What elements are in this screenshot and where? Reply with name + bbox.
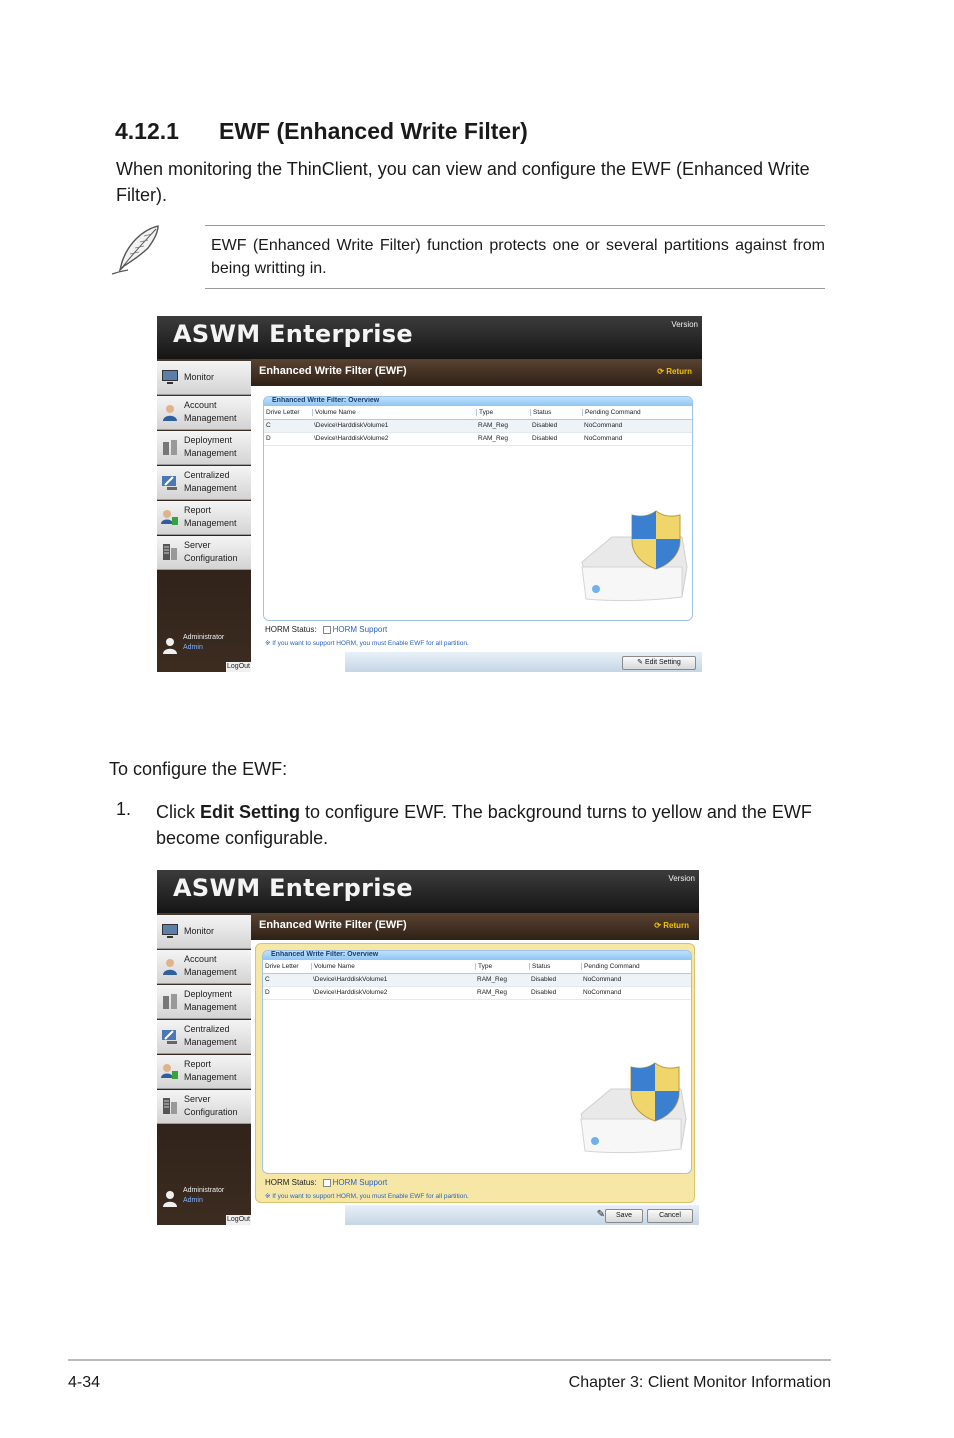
edit-setting-button[interactable]: ✎ Edit Setting — [622, 656, 696, 670]
step-text: Click Edit Setting to configure EWF. The background turns to yellow and the EWF become configurable. — [156, 802, 812, 848]
nav-monitor[interactable] — [157, 915, 251, 949]
nav-label: Deployment Management — [184, 989, 237, 1012]
col-volume-name: Volume Name — [311, 963, 355, 970]
col-type: Type — [475, 963, 492, 970]
nav-label: Monitor — [184, 372, 215, 382]
section-bar — [251, 359, 702, 386]
col-drive-letter: Drive Letter — [265, 963, 299, 970]
button-bar — [345, 652, 702, 672]
section-title: Enhanced Write Filter (EWF) — [259, 919, 407, 931]
nav-label: Server Configuration — [184, 540, 238, 563]
nav-label: Account Management — [184, 954, 237, 977]
section-title: EWF (Enhanced Write Filter) — [219, 118, 528, 144]
cancel-button[interactable]: Cancel — [647, 1209, 693, 1223]
user-role: Administrator — [183, 634, 225, 641]
monitor-icon — [161, 368, 179, 386]
user-role: Administrator — [183, 1187, 225, 1194]
nav-label: Server Configuration — [184, 1094, 238, 1117]
ewf-overview-panel — [262, 950, 692, 1174]
note-text: EWF (Enhanced Write Filter) function protects one or several partitions against from being writting in. — [211, 237, 825, 277]
note-top-rule — [205, 225, 825, 226]
note-bottom-rule — [205, 288, 825, 289]
nav-account-management[interactable] — [157, 950, 251, 984]
footer-rule — [68, 1359, 831, 1361]
centralized-icon — [161, 473, 179, 491]
refresh-icon: ⟳ — [657, 367, 664, 376]
report-icon — [161, 1062, 179, 1080]
sidebar — [157, 359, 251, 672]
chapter-title: Chapter 3: Client Monitor Information — [568, 1374, 831, 1391]
button-bar — [345, 1205, 699, 1225]
horm-support-checkbox[interactable] — [323, 626, 331, 634]
nav-deployment-management[interactable] — [157, 985, 251, 1019]
panel-title: Enhanced Write Filter: Overview — [271, 951, 379, 958]
ewf-screenshot-view-mode — [157, 316, 702, 672]
content-area — [251, 940, 699, 1225]
step-emphasis: Edit Setting — [200, 802, 300, 822]
col-volume-name: Volume Name — [312, 409, 356, 416]
table-row[interactable]: D \Device\HarddiskVolume2 RAM_Reg Disabled NoCommand — [263, 987, 691, 1000]
ewf-overview-panel — [263, 396, 693, 621]
nav-report-management[interactable] — [157, 1055, 251, 1089]
version-link[interactable]: Version — [671, 320, 698, 329]
edit-icon: ✎ — [596, 1209, 605, 1220]
nav-label: Account Management — [184, 400, 237, 423]
col-status: Status — [530, 409, 551, 416]
nav-label: Centralized Management — [184, 470, 237, 493]
app-titlebar — [157, 316, 702, 359]
admin-user — [159, 1183, 249, 1213]
server-icon — [161, 1097, 179, 1115]
horm-status: HORM Status: HORM Support — [265, 625, 388, 634]
nav-centralized-management[interactable] — [157, 466, 251, 500]
app-brand: ASWM Enterprise — [173, 874, 413, 902]
procedure-lead: To configure the EWF: — [109, 759, 288, 779]
user-icon — [161, 957, 179, 975]
page-number: 4-34 — [68, 1374, 101, 1391]
table-header — [264, 407, 692, 420]
horm-hint: ※ If you want to support HORM, you must Enable EWF for all partition. — [265, 1193, 469, 1200]
return-link[interactable]: ⟳ Return — [654, 921, 689, 930]
section-number: 4.12.1 — [115, 118, 179, 144]
horm-support-checkbox[interactable] — [323, 1179, 331, 1187]
intro-paragraph: When monitoring the ThinClient, you can view and configure the EWF (Enhanced Write Filter). — [116, 159, 810, 205]
section-bar — [251, 913, 699, 940]
admin-avatar-icon — [161, 1189, 179, 1207]
monitor-icon — [161, 922, 179, 940]
edit-icon: ✎ — [637, 659, 644, 666]
table-row[interactable]: C \Device\HarddiskVolume1 RAM_Reg Disabled NoCommand — [264, 420, 692, 433]
refresh-icon: ⟳ — [654, 921, 661, 930]
server-icon — [161, 543, 179, 561]
step-number: 1. — [116, 799, 132, 819]
app-titlebar — [157, 870, 699, 913]
deployment-icon — [161, 992, 179, 1010]
nav-label: Monitor — [184, 926, 215, 936]
user-icon — [161, 403, 179, 421]
col-type: Type — [476, 409, 493, 416]
centralized-icon — [161, 1027, 179, 1045]
table-row[interactable]: D \Device\HarddiskVolume2 RAM_Reg Disabled NoCommand — [264, 433, 692, 446]
horm-hint: ※ If you want to support HORM, you must Enable EWF for all partition. — [265, 640, 469, 647]
save-button[interactable]: Save — [605, 1209, 643, 1223]
nav-label: Centralized Management — [184, 1024, 237, 1047]
col-pending-command: Pending Command — [581, 963, 640, 970]
nav-report-management[interactable] — [157, 501, 251, 535]
section-title: Enhanced Write Filter (EWF) — [259, 365, 407, 377]
table-header — [263, 961, 691, 974]
nav-label: Report Management — [184, 1059, 237, 1082]
sidebar — [157, 913, 251, 1225]
admin-avatar-icon — [161, 636, 179, 654]
protected-drive-shield-icon — [571, 1059, 691, 1169]
version-link[interactable]: Version — [668, 874, 695, 883]
horm-status: HORM Status: HORM Support — [265, 1178, 388, 1187]
col-drive-letter: Drive Letter — [266, 409, 300, 416]
ewf-screenshot-edit-mode — [157, 870, 699, 1225]
protected-drive-shield-icon — [572, 507, 692, 617]
nav-centralized-management[interactable] — [157, 1020, 251, 1054]
logout-button[interactable]: LogOut — [227, 1216, 250, 1223]
return-link[interactable]: ⟳ Return — [657, 367, 692, 376]
deployment-icon — [161, 438, 179, 456]
col-status: Status — [529, 963, 550, 970]
app-brand: ASWM Enterprise — [173, 320, 413, 348]
table-row[interactable]: C \Device\HarddiskVolume1 RAM_Reg Disabled NoCommand — [263, 974, 691, 987]
logout-button[interactable]: LogOut — [227, 663, 250, 670]
report-icon — [161, 508, 179, 526]
user-name[interactable]: Admin — [183, 644, 203, 651]
col-pending-command: Pending Command — [582, 409, 641, 416]
nav-monitor[interactable] — [157, 361, 251, 395]
feather-quill-icon — [108, 222, 164, 278]
section-heading — [115, 118, 528, 145]
nav-server-configuration[interactable] — [157, 536, 251, 570]
panel-header — [263, 951, 691, 960]
nav-deployment-management[interactable] — [157, 431, 251, 465]
panel-header — [264, 397, 692, 406]
admin-user — [159, 630, 249, 660]
panel-title: Enhanced Write Filter: Overview — [272, 397, 380, 404]
nav-label: Deployment Management — [184, 435, 237, 458]
nav-server-configuration[interactable] — [157, 1090, 251, 1124]
user-name[interactable]: Admin — [183, 1197, 203, 1204]
nav-label: Report Management — [184, 505, 237, 528]
nav-account-management[interactable] — [157, 396, 251, 430]
content-area — [251, 386, 702, 672]
